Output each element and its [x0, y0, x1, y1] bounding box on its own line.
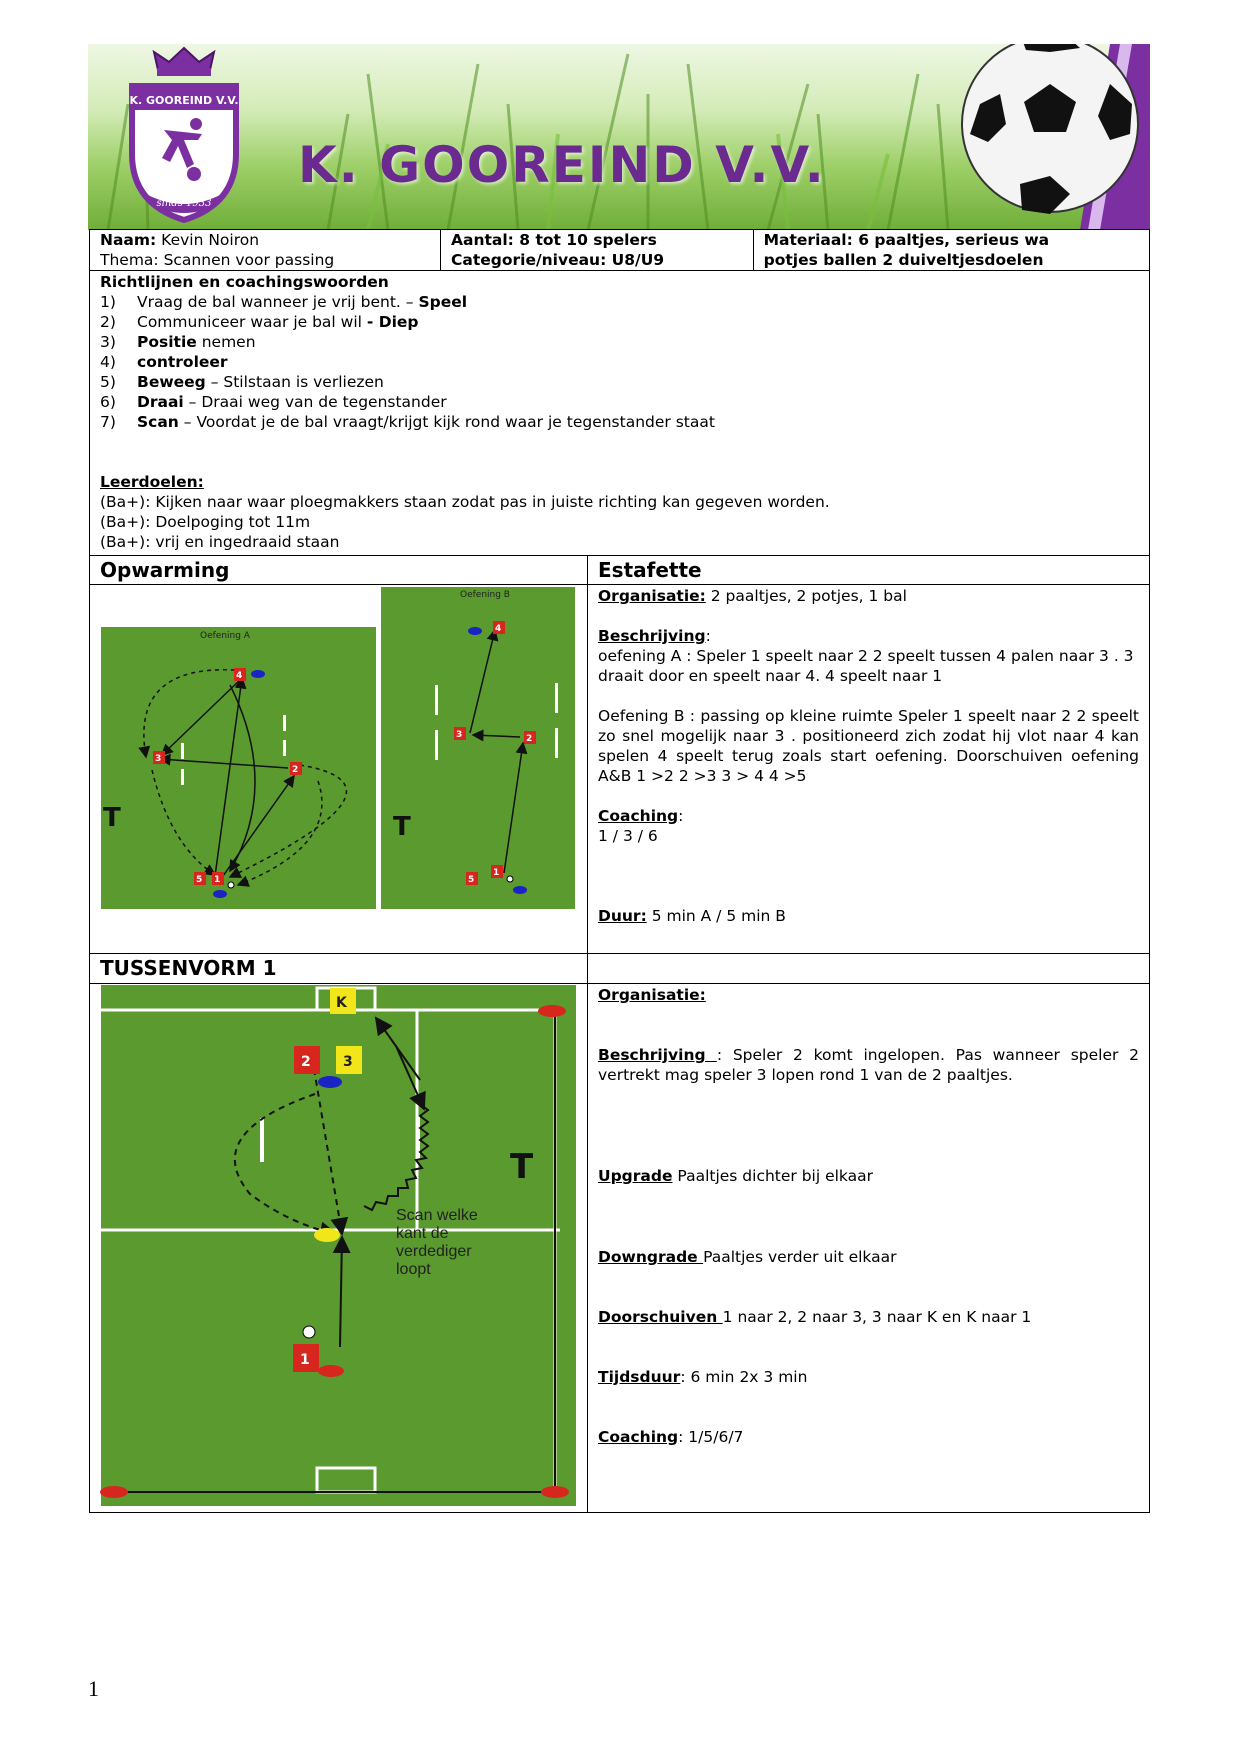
goal-marker-text: T: [103, 803, 121, 833]
organisatie-label: Organisatie:: [598, 587, 706, 605]
tussenvorm-diagram-cell: [90, 984, 588, 1513]
svg-text:5: 5: [196, 875, 203, 885]
svg-text:4: 4: [236, 671, 243, 681]
tijdsduur-label: Tijdsduur: [598, 1368, 681, 1386]
coaching-label: Coaching: [598, 1428, 679, 1446]
coachingswoorden-list: [100, 292, 1139, 432]
diagram-annotation-line: Scan welke: [396, 1207, 478, 1224]
richtlijnen-title: Richtlijnen en coachingswoorden: [100, 273, 389, 291]
leerdoelen-title: Leerdoelen:: [100, 473, 204, 491]
naam-label: Naam:: [100, 231, 157, 249]
list-item: 5) Beweeg – Stilstaan is verliezen: [100, 373, 384, 391]
svg-text:3: 3: [155, 754, 162, 764]
beschrijving-b: Oefening B : passing op kleine ruimte Speler 1 speelt naar 2 2 speelt zo snel mogelijk naar 3 . positioneerd zich zodat hij vlot naar 4 kan spelen 4 speelt terug zoals start oefening. Doorschuiven oefening A&B 1 >2 2 >3 3 > 4 4 >5: [598, 707, 1139, 785]
estafette-heading: Estafette: [588, 556, 1150, 585]
list-item: 6) Draai – Draai weg van de tegenstander: [100, 393, 447, 411]
svg-text:2: 2: [292, 765, 299, 775]
aantal-cell: [441, 230, 754, 271]
opwarming-diagrams: [90, 585, 587, 948]
leerdoel-1: (Ba+): Kijken naar waar ploegmakkers staan zodat pas in juiste richting kan gegeven worden.: [100, 493, 830, 511]
club-title: K. GOOREIND V.V.: [298, 136, 826, 194]
oefening-a-title: Oefening A: [200, 631, 250, 641]
coaching-value: 1 / 3 / 6: [598, 827, 658, 845]
beschrijving-a: oefening A : Speler 1 speelt naar 2 2 speelt tussen 4 palen naar 3 . 3 draait door en speelt naar 4. 4 speelt naar 1: [598, 647, 1134, 685]
svg-text:3: 3: [343, 1054, 353, 1070]
opwarming-heading: Opwarming: [90, 556, 588, 585]
svg-text:1: 1: [300, 1352, 310, 1368]
duur-value: 5 min A / 5 min B: [646, 907, 786, 925]
oefening-b-title: Oefening B: [460, 590, 510, 600]
aantal-text: Aantal: 8 tot 10 spelers: [451, 231, 657, 249]
svg-text:2: 2: [526, 734, 533, 744]
list-item: 3) Positie nemen: [100, 333, 256, 351]
duur-label: Duur:: [598, 907, 647, 925]
crest-name: K. GOOREIND V.V.: [129, 94, 239, 107]
thema-text: Thema: Scannen voor passing: [100, 251, 335, 269]
naam-thema-cell: [90, 230, 441, 271]
beschrijving-label: Beschrijving: [598, 1046, 717, 1064]
diagram-annotation-line: verdediger: [396, 1243, 472, 1260]
page-number: 1: [88, 1676, 99, 1701]
materiaal-cell: [753, 230, 1149, 271]
diagram-annotation-line: loopt: [396, 1261, 431, 1278]
richtlijnen-cell: [90, 271, 1150, 556]
list-item: 2) Communiceer waar je bal wil - Diep: [100, 313, 419, 331]
svg-text:K: K: [336, 995, 347, 1011]
goal-marker-text: T: [510, 1147, 534, 1187]
training-sheet-table: [89, 229, 1150, 1513]
goal-marker-text: T: [393, 812, 411, 842]
list-item: 7) Scan – Voordat je de bal vraagt/krijgt kijk rond waar je tegenstander staat: [100, 413, 715, 431]
beschrijving-label: Beschrijving: [598, 627, 706, 645]
downgrade-label: Downgrade: [598, 1248, 704, 1266]
diagram-annotation-line: kant de: [396, 1225, 449, 1242]
naam-value: Kevin Noiron: [156, 231, 260, 249]
list-item: 1) Vraag de bal wanneer je vrij bent. – Speel: [100, 293, 468, 311]
materiaal-line-2: potjes ballen 2 duiveltjesdoelen: [763, 251, 1044, 269]
club-crest-logo: [124, 44, 244, 224]
organisatie-label: Organisatie:: [598, 986, 706, 1004]
beschrijving-value: : Speler 2 komt ingelopen. Pas wanneer speler 2 vertrekt mag speler 3 lopen rond 1 van de 2 paaltjes.: [598, 1046, 1139, 1084]
opwarming-diagrams-cell: [90, 585, 588, 954]
empty-heading-cell: [588, 954, 1150, 984]
downgrade-value: Paaltjes verder uit elkaar: [703, 1248, 897, 1266]
crest-since: sinds 1933: [156, 198, 212, 209]
svg-text:2: 2: [301, 1054, 311, 1070]
upgrade-value: Paaltjes dichter bij elkaar: [672, 1167, 874, 1185]
svg-text:1: 1: [214, 875, 221, 885]
categorie-text: Categorie/niveau: U8/U9: [451, 251, 665, 269]
upgrade-label: Upgrade: [598, 1167, 673, 1185]
tijdsduur-value: : 6 min 2x 3 min: [680, 1368, 808, 1386]
club-banner: [88, 44, 1150, 230]
coaching-value: : 1/5/6/7: [678, 1428, 744, 1446]
leerdoel-3: (Ba+): vrij en ingedraaid staan: [100, 533, 340, 551]
tussenvorm-diagram: [90, 984, 587, 1507]
svg-text:4: 4: [495, 624, 502, 634]
estafette-description-cell: Organisatie: 2 paaltjes, 2 potjes, 1 bal Beschrijving: oefening A : Speler 1 speelt naar 2 2 speelt tussen 4 palen naar 3 . 3 draait door en speelt naar 4. 4 speelt naar 1 Oefening B : passing op kleine ruimte Speler 1 speelt naar 2 2 speelt zo snel mogelijk naar 3 . positioneerd zich zodat hij vlot naar 4 kan spelen 4 speelt terug zoals start oefening. Doorschuiven oefening A&B 1 >2 2 >3 3 > 4 4 >5 Coaching: 1 / 3 / 6 Duur: 5 min A / 5 min B: [588, 585, 1150, 954]
tussenvorm-heading: TUSSENVORM 1: [90, 954, 588, 984]
soccer-ball-icon: [960, 44, 1150, 230]
leerdoel-2: (Ba+): Doelpoging tot 11m: [100, 513, 311, 531]
organisatie-value: 2 paaltjes, 2 potjes, 1 bal: [705, 587, 907, 605]
doorschuiven-value: 1 naar 2, 2 naar 3, 3 naar K en K naar 1: [722, 1308, 1032, 1326]
oefening-b-field: [381, 587, 575, 909]
svg-text:5: 5: [468, 875, 475, 885]
list-item: 4) controleer: [100, 353, 228, 371]
svg-text:3: 3: [456, 730, 463, 740]
doorschuiven-label: Doorschuiven: [598, 1308, 723, 1326]
materiaal-line-1: Materiaal: 6 paaltjes, serieus wa: [763, 231, 1050, 249]
svg-text:1: 1: [493, 868, 500, 878]
coaching-label: Coaching: [598, 807, 679, 825]
tussenvorm-description-cell: [588, 984, 1150, 1513]
